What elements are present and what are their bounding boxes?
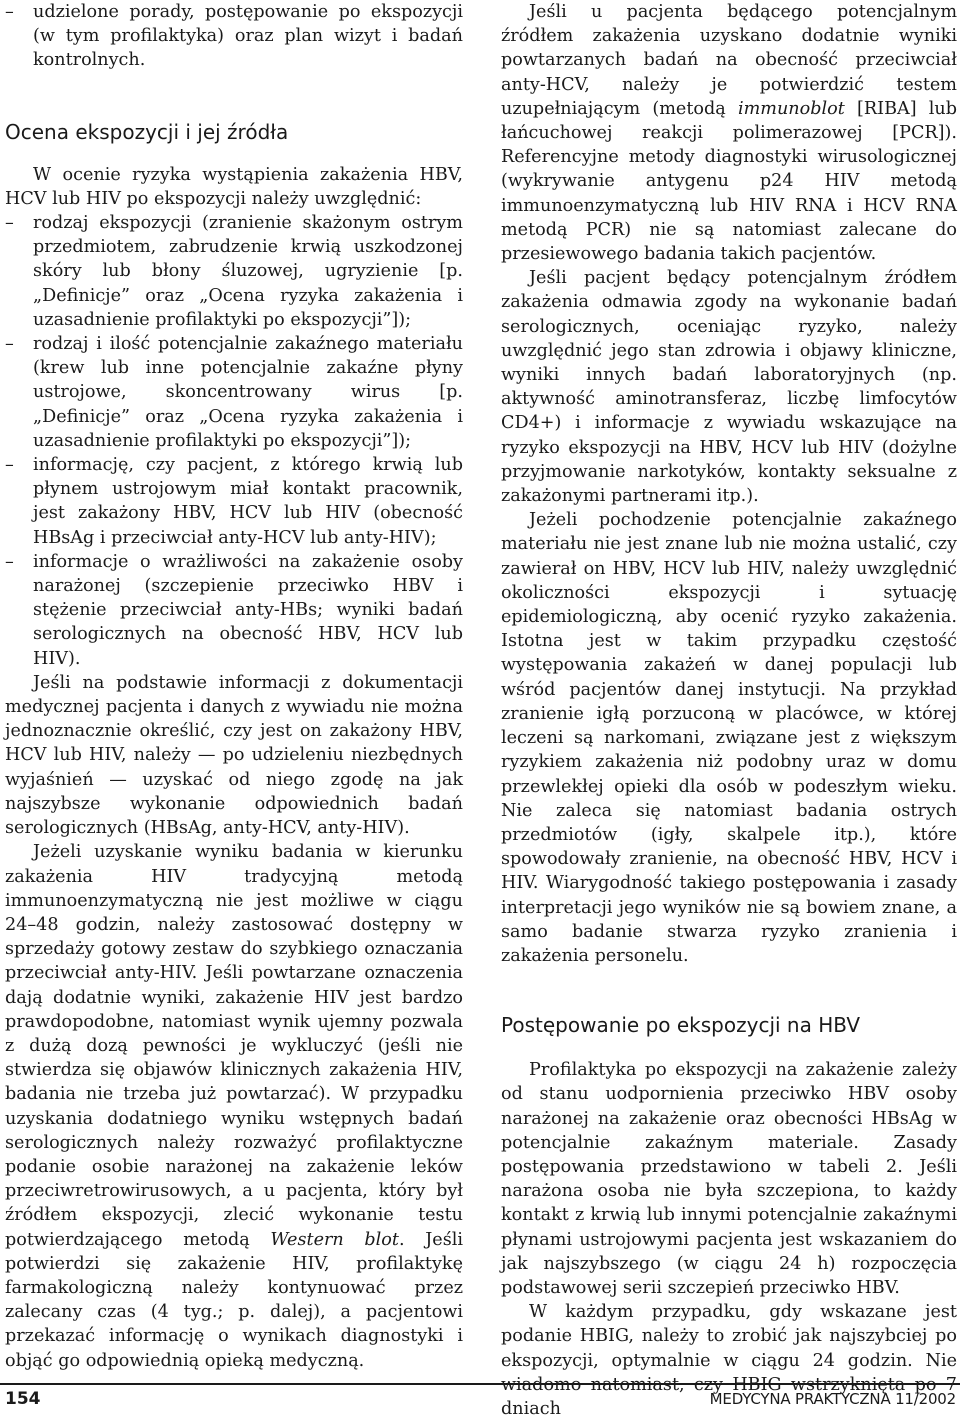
intro-item-text: udzielone porady, postępowanie po ekspozycji (w tym profilaktyka) oraz plan wizyt i badań kontrolnych. xyxy=(33,2,463,71)
right-column xyxy=(501,0,957,1421)
paragraph-text: [RIBA] lub łańcuchowej reakcji polimerazowej [PCR]). Referencyjne metody diagnostyki wirusologicznej (wykrywanie antygenu p24 HIV metodą immunoenzymatyczną lub HIV RNA i HCV RNA metodą PCR) nie są natomiast zalecane do przesiewowego badania takich pacjentów. xyxy=(501,98,957,265)
list-item xyxy=(5,550,463,671)
paragraph: W każdym przypadku, gdy wskazane jest podanie HBIG, należy to zrobić jak najszybciej po ekspozycji, optymalnie w ciągu 24 godzin. Nie dniach xyxy=(501,1302,957,1419)
dash-bullet: – xyxy=(5,455,14,476)
section-heading-exposure-assessment: Ocena ekspozycji i jej źródła xyxy=(5,119,289,144)
paragraph: Profilaktyka po ekspozycji na zakażenie zależy od stanu uodpornienia przeciwko HBV osoby narażonej na zakażenie oraz obecności HBsAg w potencjalnie zakaźnym materiale. Zasady postępowania przedstawiono w tabeli 2. Jeśli narażona osoba nie była szczepiona, to każdy kontakt z krwią lub innymi potencjalnie zakaźnymi płynami ustrojowymi pacjenta jest wskazaniem do jak najszybszego (w ciągu 24 h) rozpoczęcia podstawowej serii szczepień przeciwko HBV. xyxy=(501,1060,957,1298)
list-item-text: informacje o wrażliwości na zakażenie osoby narażonej (szczepienie przeciwko HBV i stężenie przeciwciał anty-HBs; wyniki badań serologicznych na obecność HBV, HCV lub HIV). xyxy=(33,551,463,669)
list-item-text: informację, czy pacjent, z którego krwią lub płynem ustrojowym miał kontakt pracownik, jest zakażony HBV, HCV lub HIV (obecność HBsAg i przeciwciał anty-HCV lub anty-HIV); xyxy=(33,455,463,548)
paragraph-text: Jeżeli uzyskanie wyniku badania w kierunku zakażenia HIV tradycyjną metodą immunoenzymatyczną nie jest możliwe w ciągu 24–48 godzin, należy zastosować dostępny w sprzedaży gotowy zestaw do szybkiego oznaczania przeciwciał anty-HIV. Jeśli powtarzane oznaczenia dają dodatnie wyniki, zakażenie HIV jest bardzo prawdopodobne, natomiast wynik ujemny pozwala z dużą dozą pewności je wykluczyć (jeśli nie stwierdza się objawów klinicznych zakażenia HIV, badania nie trzeba już powtarzać). W przypadku uzyskania dodatniego wyniku wstępnych badań serologicznych należy rozważyć profilaktyczne podanie osobie narażonej na zakażenie leków przeciwretrowirusowych, a u pacjenta, który był źródłem ekspozycji, zlecić wykonanie testu potwierdzającego metodą xyxy=(5,842,463,1250)
paragraph xyxy=(501,0,957,266)
paragraph: Jeżeli pochodzenie potencjalnie zakaźnego materiału nie jest znane lub nie można ustalić, czy zawierał on HBV, HCV lub HIV, należy uwzględnić okoliczności ekspozycji i sytuację epidemiologiczną, aby ocenić ryzyko zakażenia. Istotna jest w takim przypadku częstość występowania zakażeń w danej populacji lub wśród pacjentów danej instytucji. Na przykład zranienie igłą porzuconą w placówce, w której leczeni są narkomani, związane jest z większym ryzykiem zakażenia niż podobny uraz w domu przewlekłej opieki dla osób w podeszłym wieku. Nie zaleca się natomiast badania ostrych przedmiotów (igły, skalpele itp.), które spowodowały zranienie, na obecność HBV, HCV i HIV. Wiarygodność takiego postępowania i zasady interpretacji jego wyników nie są bowiem znane, a samo badanie stwarza ryzyko zranienia i zakażenia personelu. xyxy=(501,510,957,966)
paragraph: Jeśli na podstawie informacji z dokumentacji medycznej pacjenta i danych z wywiadu nie można jednoznacznie określić, czy jest on zakażony HBV, HCV lub HIV, należy — po udzieleniu niezbędnych wyjaśnień — uzyskać od niego zgodę na jak najszybsze wykonanie odpowiednich badań serologicznych (HBsAg, anty-HCV, anty-HIV). xyxy=(5,672,463,839)
paragraph-emphasis: immunoblot xyxy=(737,98,845,119)
section-heading-hbv-exposure: Postępowanie po ekspozycji na HBV xyxy=(501,1013,861,1038)
paragraph-emphasis: Western blot xyxy=(270,1229,399,1250)
journal-title: MEDYCYNA PRAKTYCZNA 11/2002 xyxy=(709,1390,956,1408)
dash-bullet: – xyxy=(5,2,14,22)
dash-bullet: – xyxy=(5,213,14,234)
list-item-text: rodzaj i ilość potencjalnie zakaźnego materiału (krew lub inne potencjalnie zakaźne płyny ustrojowe, skoncentrowany wirus [p. „Definicje” oraz „Ocena ryzyka zakażenia i uzasadnienie profilaktyki po ekspozycji”]); xyxy=(33,334,463,451)
list-item xyxy=(5,453,463,550)
paragraph-text: Jeśli u pacjenta będącego potencjalnym źródłem zakażenia uzyskano dodatnie wyniki powtarzanych badań na obecność przeciwciał anty-HCV, należy je potwierdzić testem uzupełniającym (metodą xyxy=(501,2,957,119)
paragraph: Jeśli pacjent będący potencjalnym źródłem zakażenia odmawia zgody na wykonanie badań serologicznych, oceniając ryzyko, należy uwzględnić jego stan zdrowia i objawy kliniczne, wyniki innych badań laboratoryjnych (np. aktywność aminotransferaz, liczbę limfocytów CD4+) i informacje z wywiadu wskazujące na ryzyko ekspozycji na HBV, HCV lub HIV (dożylne przyjmowanie narkotyków, kontakty seksualne z zakażonymi partnerami itp.). xyxy=(501,268,957,507)
list-item xyxy=(5,0,463,73)
list-item xyxy=(5,211,463,332)
page-number: 154 xyxy=(5,1389,41,1409)
list-item xyxy=(5,332,463,453)
dash-bullet: – xyxy=(5,334,14,355)
footer-rule xyxy=(0,1383,960,1385)
left-column xyxy=(5,0,463,1373)
paragraph xyxy=(5,840,463,1372)
paragraph-text: . Jeśli potwierdzi się zakażenie HIV, profilaktykę farmakologiczną należy kontynuować przez zalecany czas (4 tyg.; p. dalej), a pacjentowi przekazać informację o wynikach diagnostyki i objąć go odpowiednią opieką medyczną. xyxy=(5,1229,463,1371)
dash-bullet: – xyxy=(5,551,14,572)
paragraph: W ocenie ryzyka wystąpienia zakażenia HBV, HCV lub HIV po ekspozycji należy uwzględnić: xyxy=(5,164,463,209)
list-item-text: rodzaj ekspozycji (zranienie skażonym ostrym przedmiotem, zabrudzenie krwią uszkodzonej skóry lub błony śluzowej, ugryzienie [p. „Definicje” oraz „Ocena ryzyka zakażenia i uzasadnienie profilaktyki po ekspozycji”]); xyxy=(33,213,463,330)
